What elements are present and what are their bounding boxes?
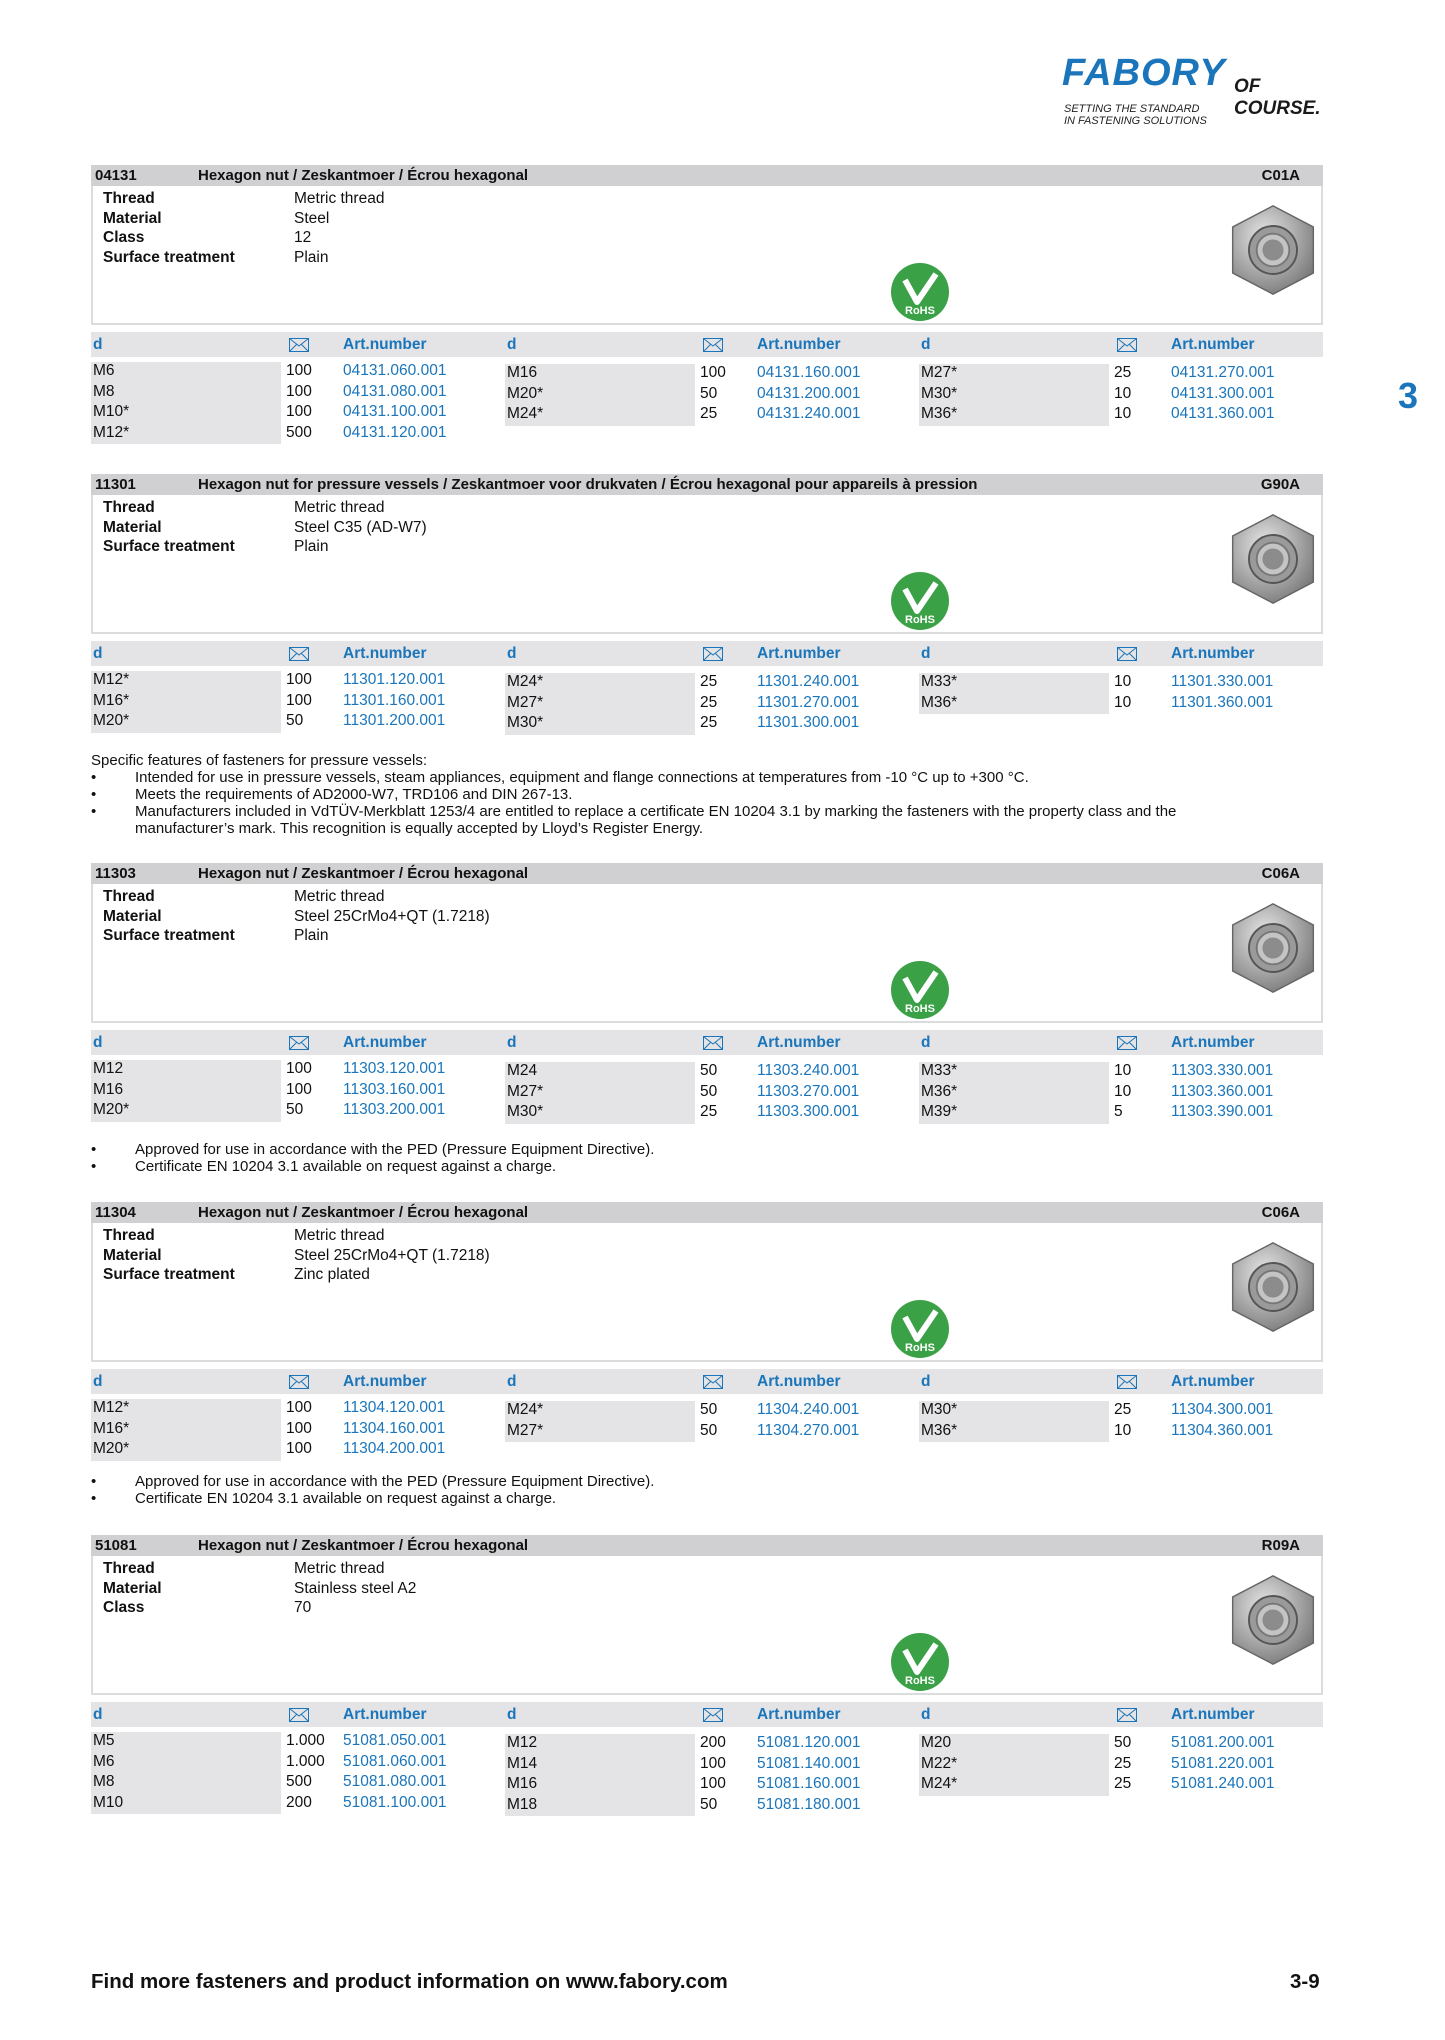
size-cell: M27* <box>921 364 958 381</box>
article-number-link[interactable]: 11304.200.001 <box>343 1440 446 1457</box>
rohs-check-icon <box>890 571 950 631</box>
size-cell: M12* <box>93 1399 130 1416</box>
size-cell: M24* <box>507 405 544 422</box>
spec-value: Metric thread <box>294 190 385 207</box>
spec-value: Steel 25CrMo4+QT (1.7218) <box>294 1246 490 1264</box>
table-header <box>91 332 1323 357</box>
spec-label: Thread <box>103 1227 155 1244</box>
article-number-link[interactable]: 04131.300.001 <box>1171 384 1275 402</box>
header-art: Art.number <box>1171 645 1255 662</box>
table-header <box>91 1369 1323 1394</box>
spec-value: Plain <box>294 248 329 266</box>
article-number-link[interactable]: 04131.080.001 <box>343 382 447 400</box>
spec-value: Zinc plated <box>294 1266 370 1283</box>
spec-value: Metric thread <box>294 1560 385 1577</box>
spec-value: Plain <box>294 538 329 555</box>
spec-label: Surface treatment <box>103 927 235 944</box>
size-cell: M24 <box>507 1062 538 1079</box>
quantity-cell: 10 <box>1114 405 1132 422</box>
product-spec-box <box>91 495 1323 634</box>
quantity-cell: 50 <box>700 1062 718 1079</box>
article-number-link[interactable]: 11303.390.001 <box>1171 1103 1274 1120</box>
article-number-link[interactable]: 04131.240.001 <box>757 405 861 422</box>
spec-value: Plain <box>294 927 329 944</box>
product-code: 11301 <box>95 476 136 493</box>
quantity-cell: 200 <box>286 1793 312 1811</box>
note-bullet: • Manufacturers included in VdTÜV-Merkblatt 1253/4 are entitled to replace a certificate EN 10204 3.1 by marking the fasteners with the property class and the <box>91 803 1177 820</box>
quantity-cell: 100 <box>700 1754 726 1772</box>
product-11304 <box>91 1202 1323 1457</box>
envelope-icon <box>703 1708 723 1722</box>
quantity-cell: 500 <box>286 1773 312 1790</box>
spec-value: 12 <box>294 229 312 246</box>
product-header <box>91 165 1323 186</box>
quantity-cell: 500 <box>286 423 312 441</box>
product-ref: C06A <box>1261 1204 1300 1221</box>
size-cell: M6 <box>93 362 115 379</box>
quantity-cell: 50 <box>700 1401 718 1418</box>
table-header <box>91 1030 1323 1055</box>
article-number-link[interactable]: 04131.100.001 <box>343 403 447 420</box>
footer-text[interactable]: Find more fasteners and product information on www.fabory.com <box>91 1970 728 1993</box>
article-number-link[interactable]: 11301.300.001 <box>757 714 860 731</box>
header-art: Art.number <box>1171 1373 1255 1390</box>
size-cell: M33* <box>921 1062 958 1079</box>
size-cell: M20* <box>93 1101 130 1118</box>
notes-intro: Specific features of fasteners for pressure vessels: <box>91 752 427 769</box>
quantity-cell: 25 <box>700 405 718 422</box>
product-04131 <box>91 165 1323 441</box>
envelope-icon <box>1117 1708 1137 1722</box>
chapter-number: 3 <box>1398 375 1419 416</box>
size-cell: M30* <box>921 384 958 402</box>
header-art: Art.number <box>343 1034 427 1051</box>
spec-label: Material <box>103 1246 162 1264</box>
product-ref: C06A <box>1261 865 1300 882</box>
size-cell: M8 <box>93 1773 115 1790</box>
brand-name: FABORY <box>1062 52 1226 94</box>
quantity-cell: 100 <box>286 1080 312 1098</box>
envelope-icon <box>1117 647 1137 661</box>
product-spec-box <box>91 1223 1323 1362</box>
spec-value: Steel 25CrMo4+QT (1.7218) <box>294 907 490 925</box>
header-d: d <box>93 1373 103 1390</box>
spec-value: Metric thread <box>294 499 385 516</box>
quantity-cell: 1.000 <box>286 1752 325 1770</box>
size-cell: M16 <box>93 1080 124 1098</box>
quantity-cell: 100 <box>700 364 726 381</box>
article-number-link[interactable]: 11304.300.001 <box>1171 1401 1274 1418</box>
product-ref: G90A <box>1260 476 1300 493</box>
quantity-cell: 25 <box>1114 1754 1132 1772</box>
size-cell: M30* <box>507 714 544 731</box>
product-title: Hexagon nut / Zeskantmoer / Écrou hexagonal <box>198 865 529 882</box>
size-cell: M36* <box>921 1421 958 1439</box>
quantity-cell: 5 <box>1114 1103 1123 1120</box>
header-d: d <box>507 1373 517 1390</box>
product-11301 <box>91 474 1323 731</box>
hexagon-nut-image <box>1225 900 1321 996</box>
article-number-link[interactable]: 11301.270.001 <box>757 693 860 711</box>
table-header <box>91 641 1323 666</box>
spec-value: Steel C35 (AD-W7) <box>294 518 427 536</box>
product-spec-box <box>91 1556 1323 1695</box>
header-d: d <box>507 1034 517 1051</box>
product-code: 51081 <box>95 1537 137 1554</box>
product-code: 11304 <box>95 1204 136 1221</box>
spec-value: Steel <box>294 209 330 227</box>
spec-label: Thread <box>103 888 155 905</box>
header-d: d <box>921 1373 931 1390</box>
spec-label: Thread <box>103 499 155 516</box>
quantity-cell: 25 <box>700 1103 718 1120</box>
size-cell: M24* <box>507 673 544 690</box>
article-number-link[interactable]: 51081.100.001 <box>343 1793 447 1811</box>
header-art: Art.number <box>343 336 427 353</box>
note-bullet: • Meets the requirements of AD2000-W7, TRD106 and DIN 267-13. <box>91 786 573 803</box>
envelope-icon <box>289 647 309 661</box>
size-cell: M27* <box>507 693 544 711</box>
article-number-link[interactable]: 04131.200.001 <box>757 384 861 402</box>
product-spec-box <box>91 884 1323 1023</box>
product-code: 04131 <box>95 167 137 184</box>
product-title: Hexagon nut / Zeskantmoer / Écrou hexagonal <box>198 167 529 184</box>
article-number-link[interactable]: 11303.270.001 <box>757 1082 860 1100</box>
note-bullet: • Certificate EN 10204 3.1 available on request against a charge. <box>91 1490 557 1507</box>
quantity-cell: 100 <box>286 403 312 420</box>
spec-label: Material <box>103 907 162 925</box>
size-cell: M30* <box>507 1103 544 1120</box>
size-cell: M16 <box>507 1775 538 1792</box>
quantity-cell: 10 <box>1114 693 1132 711</box>
size-cell: M30* <box>921 1401 958 1418</box>
brand-suffix: OF COURSE. <box>1234 76 1321 119</box>
spec-label: Material <box>103 209 162 227</box>
rohs-check-icon <box>890 1299 950 1359</box>
header-d: d <box>921 1034 931 1051</box>
quantity-cell: 10 <box>1114 1062 1132 1079</box>
article-number-link[interactable]: 51081.080.001 <box>343 1773 447 1790</box>
product-notes <box>91 1473 654 1507</box>
header-art: Art.number <box>1171 1706 1255 1723</box>
envelope-icon <box>1117 338 1137 352</box>
quantity-cell: 100 <box>286 1440 312 1457</box>
header-art: Art.number <box>757 1034 841 1051</box>
header-art: Art.number <box>757 1373 841 1390</box>
size-cell: M8 <box>93 382 115 400</box>
size-cell: M24* <box>921 1775 958 1792</box>
size-cell: M39* <box>921 1103 958 1120</box>
quantity-cell: 10 <box>1114 673 1132 690</box>
size-cell: M36* <box>921 1082 958 1100</box>
article-number-link[interactable]: 11303.240.001 <box>757 1062 860 1079</box>
article-number-link[interactable]: 11304.120.001 <box>343 1399 446 1416</box>
article-number-link[interactable]: 11301.120.001 <box>343 671 446 688</box>
quantity-cell: 100 <box>286 671 312 688</box>
header-art: Art.number <box>757 645 841 662</box>
size-cell: M16* <box>93 691 130 709</box>
article-number-link[interactable]: 11301.330.001 <box>1171 673 1274 690</box>
size-cell: M16* <box>93 1419 130 1437</box>
header-d: d <box>93 645 103 662</box>
header-d: d <box>507 336 517 353</box>
svg-text:RoHS: RoHS <box>905 614 935 626</box>
size-cell: M20* <box>93 712 130 729</box>
spec-label: Class <box>103 229 145 246</box>
article-number-link[interactable]: 11304.160.001 <box>343 1419 446 1437</box>
fabory-logo <box>1062 52 1352 134</box>
size-cell: M20* <box>507 384 544 402</box>
size-cell: M16 <box>507 364 538 381</box>
header-art: Art.number <box>343 645 427 662</box>
article-number-link[interactable]: 11301.360.001 <box>1171 693 1274 711</box>
quantity-cell: 50 <box>700 1795 718 1813</box>
size-cell: M27* <box>507 1082 544 1100</box>
quantity-cell: 25 <box>700 673 718 690</box>
article-number-link[interactable]: 51081.220.001 <box>1171 1754 1275 1772</box>
envelope-icon <box>703 338 723 352</box>
note-bullet: • Intended for use in pressure vessels, steam appliances, equipment and flange connections at temperatures from -10 °C up to +300 °C. <box>91 769 1029 786</box>
size-cell: M24* <box>507 1401 544 1418</box>
quantity-cell: 50 <box>1114 1734 1132 1751</box>
envelope-icon <box>1117 1375 1137 1389</box>
size-cell: M12 <box>507 1734 538 1751</box>
article-number-link[interactable]: 51081.240.001 <box>1171 1775 1275 1792</box>
article-number-link[interactable]: 11304.240.001 <box>757 1401 860 1418</box>
header-d: d <box>93 1034 103 1051</box>
product-ref: C01A <box>1261 167 1300 184</box>
svg-text:RoHS: RoHS <box>905 1003 935 1015</box>
spec-label: Surface treatment <box>103 248 235 266</box>
svg-text:RoHS: RoHS <box>905 1342 935 1354</box>
header-art: Art.number <box>757 336 841 353</box>
quantity-cell: 10 <box>1114 1421 1132 1439</box>
envelope-icon <box>289 1375 309 1389</box>
header-art: Art.number <box>1171 1034 1255 1051</box>
article-number-link[interactable]: 11303.300.001 <box>757 1103 860 1120</box>
note-bullet: • Approved for use in accordance with the PED (Pressure Equipment Directive). <box>91 1141 655 1158</box>
size-cell: M5 <box>93 1732 115 1749</box>
rohs-check-icon <box>890 262 950 322</box>
product-ref: R09A <box>1261 1537 1300 1554</box>
spec-label: Surface treatment <box>103 1266 235 1283</box>
rohs-check-icon <box>890 960 950 1020</box>
size-cell: M36* <box>921 693 958 711</box>
envelope-icon <box>703 1375 723 1389</box>
hexagon-nut-image <box>1225 1572 1321 1668</box>
note-bullet: manufacturer’s mark. This recognition is equally accepted by Lloyd’s Register Energy. <box>135 820 704 837</box>
article-number-link[interactable]: 51081.140.001 <box>757 1754 861 1772</box>
quantity-cell: 50 <box>700 1082 718 1100</box>
article-number-link[interactable]: 51081.180.001 <box>757 1795 861 1813</box>
quantity-cell: 100 <box>286 362 312 379</box>
quantity-cell: 10 <box>1114 1082 1132 1100</box>
page-number: 3-9 <box>1290 1970 1320 1993</box>
size-cell: M12* <box>93 671 130 688</box>
product-code: 11303 <box>95 865 136 882</box>
product-header <box>91 1202 1323 1223</box>
article-number-link[interactable]: 11303.160.001 <box>343 1080 446 1098</box>
hexagon-nut-image <box>1225 202 1321 298</box>
envelope-icon <box>289 338 309 352</box>
header-d: d <box>921 336 931 353</box>
quantity-cell: 100 <box>286 382 312 400</box>
quantity-cell: 25 <box>700 714 718 731</box>
spec-label: Surface treatment <box>103 538 235 555</box>
header-d: d <box>93 1706 103 1723</box>
envelope-icon <box>703 647 723 661</box>
quantity-cell: 50 <box>286 712 304 729</box>
quantity-cell: 100 <box>286 1419 312 1437</box>
header-d: d <box>93 336 103 353</box>
spec-value: Stainless steel A2 <box>294 1579 417 1597</box>
size-cell: M6 <box>93 1752 115 1770</box>
spec-label: Thread <box>103 190 155 207</box>
size-cell: M33* <box>921 673 958 690</box>
article-number-link[interactable]: 11304.270.001 <box>757 1421 860 1439</box>
envelope-icon <box>703 1036 723 1050</box>
quantity-cell: 25 <box>1114 364 1132 381</box>
note-bullet: • Certificate EN 10204 3.1 available on request against a charge. <box>91 1158 557 1175</box>
note-bullet: • Approved for use in accordance with the PED (Pressure Equipment Directive). <box>91 1473 655 1490</box>
brand-tagline: SETTING THE STANDARD IN FASTENING SOLUTIONS <box>1064 103 1207 127</box>
article-number-link[interactable]: 51081.050.001 <box>343 1732 447 1749</box>
product-header <box>91 863 1323 884</box>
article-number-link[interactable]: 11301.160.001 <box>343 691 446 709</box>
quantity-cell: 1.000 <box>286 1732 325 1749</box>
size-cell: M12 <box>93 1060 124 1077</box>
article-number-link[interactable]: 11303.120.001 <box>343 1060 446 1077</box>
product-title: Hexagon nut / Zeskantmoer / Écrou hexagonal <box>198 1204 529 1221</box>
quantity-cell: 50 <box>700 1421 718 1439</box>
header-art: Art.number <box>343 1373 427 1390</box>
header-d: d <box>921 645 931 662</box>
product-notes <box>91 1141 654 1175</box>
quantity-cell: 25 <box>700 693 718 711</box>
header-d: d <box>507 645 517 662</box>
product-header <box>91 1535 1323 1556</box>
product-title: Hexagon nut / Zeskantmoer / Écrou hexagonal <box>198 1537 529 1554</box>
size-cell: M12* <box>93 423 130 441</box>
size-cell: M20 <box>921 1734 952 1751</box>
size-cell: M10 <box>93 1793 124 1811</box>
quantity-cell: 100 <box>700 1775 726 1792</box>
article-number-link[interactable]: 11303.360.001 <box>1171 1082 1274 1100</box>
size-cell: M10* <box>93 403 130 420</box>
quantity-cell: 100 <box>286 691 312 709</box>
spec-label: Class <box>103 1599 145 1616</box>
size-cell: M27* <box>507 1421 544 1439</box>
envelope-icon <box>289 1036 309 1050</box>
article-number-link[interactable]: 11303.200.001 <box>343 1101 446 1118</box>
spec-value: 70 <box>294 1599 312 1616</box>
size-cell: M14 <box>507 1754 538 1772</box>
rohs-check-icon <box>890 1632 950 1692</box>
quantity-cell: 25 <box>1114 1401 1132 1418</box>
spec-value: Metric thread <box>294 888 385 905</box>
svg-text:RoHS: RoHS <box>905 1675 935 1687</box>
hexagon-nut-image <box>1225 1239 1321 1335</box>
spec-value: Metric thread <box>294 1227 385 1244</box>
header-art: Art.number <box>343 1706 427 1723</box>
header-d: d <box>507 1706 517 1723</box>
article-number-link[interactable]: 04131.060.001 <box>343 362 447 379</box>
article-number-link[interactable]: 11301.240.001 <box>757 673 860 690</box>
product-11303 <box>91 863 1323 1120</box>
quantity-cell: 25 <box>1114 1775 1132 1792</box>
article-number-link[interactable]: 11301.200.001 <box>343 712 446 729</box>
article-number-link[interactable]: 11303.330.001 <box>1171 1062 1274 1079</box>
header-d: d <box>921 1706 931 1723</box>
article-number-link[interactable]: 04131.270.001 <box>1171 364 1275 381</box>
size-cell: M36* <box>921 405 958 422</box>
spec-label: Material <box>103 518 162 536</box>
quantity-cell: 100 <box>286 1060 312 1077</box>
quantity-cell: 50 <box>286 1101 304 1118</box>
quantity-cell: 10 <box>1114 384 1132 402</box>
article-number-link[interactable]: 51081.060.001 <box>343 1752 447 1770</box>
size-cell: M22* <box>921 1754 958 1772</box>
article-number-link[interactable]: 04131.160.001 <box>757 364 861 381</box>
size-cell: M20* <box>93 1440 130 1457</box>
article-number-link[interactable]: 51081.120.001 <box>757 1734 861 1751</box>
product-title: Hexagon nut for pressure vessels / Zeskantmoer voor drukvaten / Écrou hexagonal pour appareils à pression <box>198 476 978 493</box>
quantity-cell: 200 <box>700 1734 726 1751</box>
spec-label: Thread <box>103 1560 155 1577</box>
article-number-link[interactable]: 11304.360.001 <box>1171 1421 1274 1439</box>
article-number-link[interactable]: 51081.200.001 <box>1171 1734 1275 1751</box>
header-art: Art.number <box>1171 336 1255 353</box>
table-header <box>91 1702 1323 1727</box>
article-number-link[interactable]: 51081.160.001 <box>757 1775 861 1792</box>
article-number-link[interactable]: 04131.120.001 <box>343 423 447 441</box>
size-cell: M18 <box>507 1795 538 1813</box>
header-art: Art.number <box>757 1706 841 1723</box>
envelope-icon <box>1117 1036 1137 1050</box>
product-header <box>91 474 1323 495</box>
quantity-cell: 100 <box>286 1399 312 1416</box>
spec-label: Material <box>103 1579 162 1597</box>
quantity-cell: 50 <box>700 384 718 402</box>
envelope-icon <box>289 1708 309 1722</box>
product-spec-box <box>91 186 1323 325</box>
product-notes <box>91 752 1176 837</box>
hexagon-nut-image <box>1225 511 1321 607</box>
article-number-link[interactable]: 04131.360.001 <box>1171 405 1275 422</box>
product-51081 <box>91 1535 1323 1813</box>
svg-text:RoHS: RoHS <box>905 305 935 317</box>
